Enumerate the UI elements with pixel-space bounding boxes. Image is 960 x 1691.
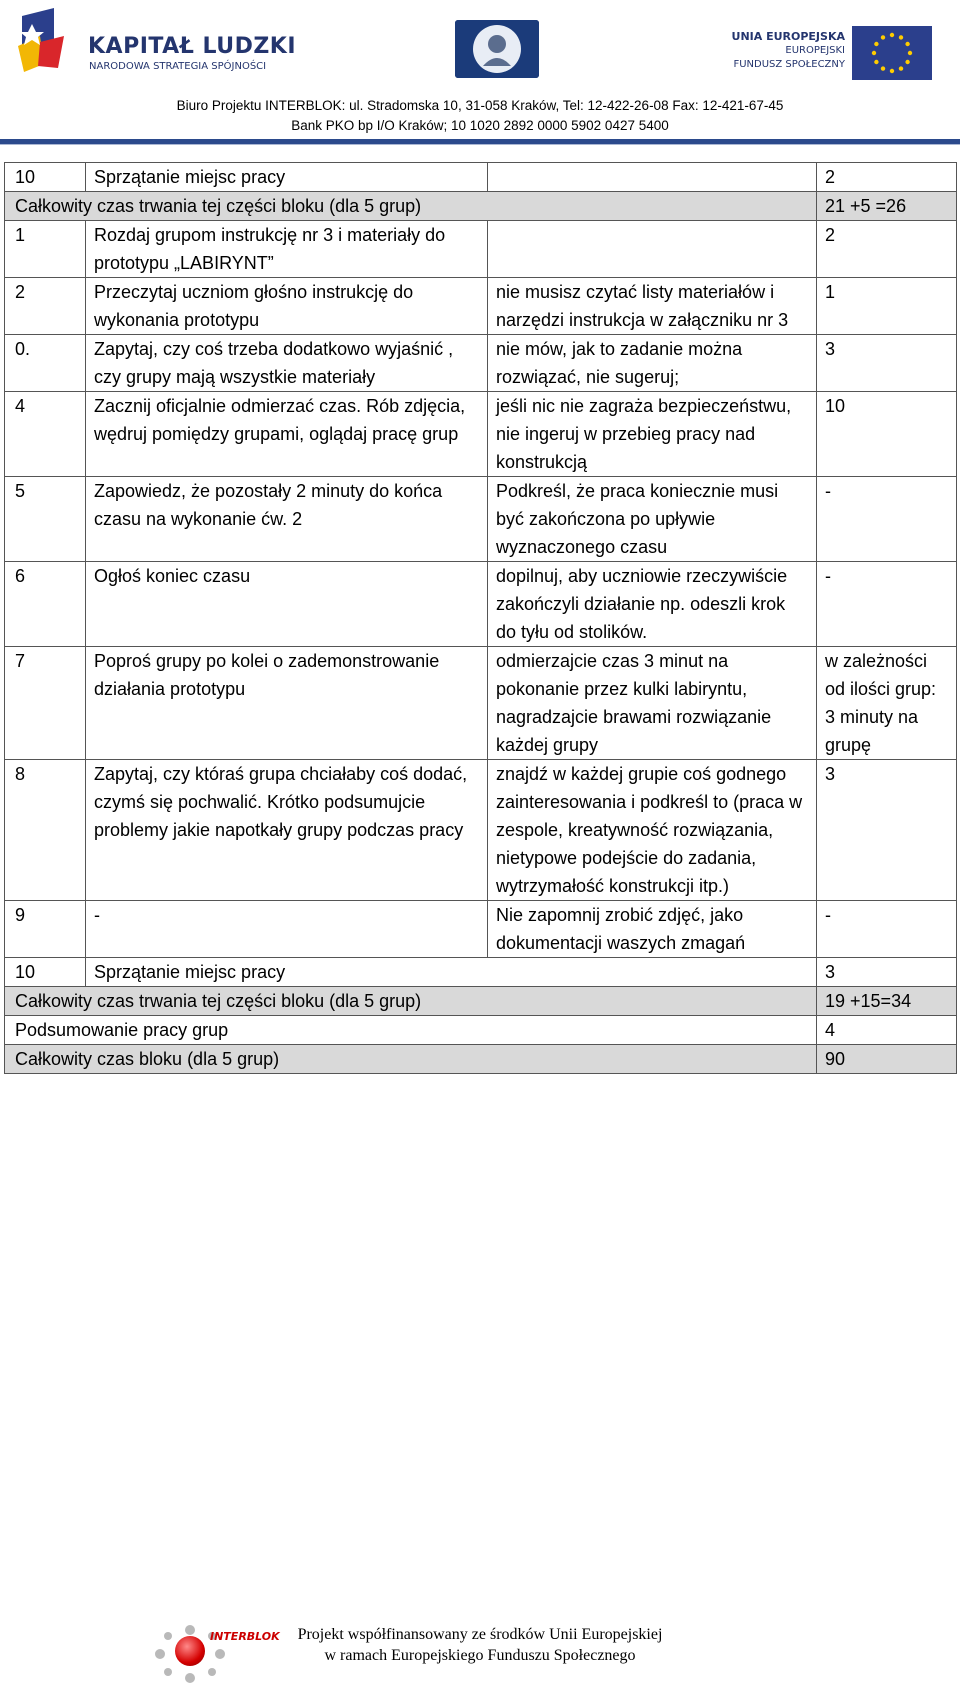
step-time: 3 [817, 760, 957, 901]
step-number: 10 [5, 958, 86, 987]
step-action: Poproś grupy po kolei o zademonstrowanie działania prototypu [86, 647, 488, 760]
step-note: Podkreśl, że praca koniecznie musi być zakończona po upływie wyznaczonego czasu [488, 477, 817, 562]
table-row [5, 335, 957, 392]
step-number: 2 [5, 278, 86, 335]
step-action: Zapytaj, czy któraś grupa chciałaby coś dodać, czymś się pochwalić. Krótko podsumujcie problemy jakie napotkały grupy podczas pracy [86, 760, 488, 901]
step-note: Nie zapomnij zrobić zdjęć, jako dokumentacji waszych zmagań [488, 901, 817, 958]
table-row [5, 901, 957, 958]
step-action: Zapytaj, czy coś trzeba dodatkowo wyjaśnić , czy grupy mają wszystkie materiały [86, 335, 488, 392]
subtotal-label: Całkowity czas trwania tej części bloku (dla 5 grup) [5, 192, 817, 221]
eu-flag-icon [852, 26, 932, 80]
lesson-plan-table [4, 162, 957, 1074]
step-time: 2 [817, 221, 957, 278]
address-line-2: Bank PKO bp I/O Kraków; 10 1020 2892 0000 5902 0427 5400 [291, 118, 669, 133]
subtotal-time: 19 +15=34 [817, 987, 957, 1016]
step-time: 2 [817, 163, 957, 192]
step-number: 0. [5, 335, 86, 392]
summary-time: 4 [817, 1016, 957, 1045]
table-row [5, 760, 957, 901]
patron-portrait-icon [455, 20, 539, 78]
total-block-row [5, 1045, 957, 1074]
footer-line-2: w ramach Europejskiego Funduszu Społecznego [324, 1647, 636, 1664]
kapital-ludzki-logo [14, 6, 297, 86]
step-number: 6 [5, 562, 86, 647]
table-row [5, 221, 957, 278]
subtotal-label: Całkowity czas trwania tej części bloku (dla 5 grup) [5, 987, 817, 1016]
header-divider [0, 139, 960, 145]
step-number: 1 [5, 221, 86, 278]
footer-line-1: Projekt współfinansowany ze środków Unii Europejskiej [297, 1626, 663, 1643]
address-line-1: Biuro Projektu INTERBLOK: ul. Stradomska 10, 31-058 Kraków, Tel: 12-422-26-08 Fax: 12-421-67-45 [176, 98, 784, 113]
step-time: - [817, 901, 957, 958]
step-action: Przeczytaj uczniom głośno instrukcję do wykonania prototypu [86, 278, 488, 335]
office-address [0, 96, 960, 136]
summary-row [5, 1016, 957, 1045]
summary-label: Podsumowanie pracy grup [5, 1016, 817, 1045]
step-time: 1 [817, 278, 957, 335]
step-action: Sprzątanie miejsc pracy [86, 958, 817, 987]
step-action: Zacznij oficjalnie odmierzać czas. Rób zdjęcia, wędruj pomiędzy grupami, oglądaj pracę grup [86, 392, 488, 477]
step-time: w zależności od ilości grup: 3 minuty na grupę [817, 647, 957, 760]
step-action: Ogłoś koniec czasu [86, 562, 488, 647]
subtotal-row [5, 987, 957, 1016]
step-note: znajdź w każdej grupie coś godnego zainteresowania i podkreśl to (praca w zespole, kreatywność rozwiązania, nietypowe podejście do zadania, wytrzymałość konstrukcji itp.) [488, 760, 817, 901]
step-time: 3 [817, 958, 957, 987]
step-note: nie mów, jak to zadanie można rozwiązać, nie sugeruj; [488, 335, 817, 392]
kapital-ludzki-mark-icon [14, 6, 84, 86]
page-footer [0, 1620, 960, 1691]
table-row [5, 958, 957, 987]
total-block-time: 90 [817, 1045, 957, 1074]
step-action: Sprzątanie miejsc pracy [86, 163, 488, 192]
total-block-label: Całkowity czas bloku (dla 5 grup) [5, 1045, 817, 1074]
step-number: 8 [5, 760, 86, 901]
step-number: 9 [5, 901, 86, 958]
step-number: 5 [5, 477, 86, 562]
interblok-wordmark: INTERBLOK [210, 1630, 280, 1643]
step-note: odmierzajcie czas 3 minut na pokonanie przez kulki labiryntu, nagradzajcie brawami rozwiązanie każdej grupy [488, 647, 817, 760]
eu-logo [700, 26, 940, 86]
step-action: - [86, 901, 488, 958]
step-number: 10 [5, 163, 86, 192]
table-row [5, 647, 957, 760]
step-action: Zapowiedz, że pozostały 2 minuty do końca czasu na wykonanie ćw. 2 [86, 477, 488, 562]
eu-line3: FUNDUSZ SPOŁECZNY [733, 59, 845, 70]
eu-line1: UNIA EUROPEJSKA [731, 30, 845, 43]
step-note: nie musisz czytać listy materiałów i narzędzi instrukcja w załączniku nr 3 [488, 278, 817, 335]
step-note [488, 163, 817, 192]
kapital-ludzki-title: KAPITAŁ LUDZKI [88, 34, 297, 59]
table-row [5, 392, 957, 477]
step-time: 10 [817, 392, 957, 477]
step-action: Rozdaj grupom instrukcję nr 3 i materiały do prototypu „LABIRYNT” [86, 221, 488, 278]
table-row [5, 477, 957, 562]
eu-line2: EUROPEJSKI [785, 45, 845, 56]
step-note: dopilnuj, aby uczniowie rzeczywiście zakończyli działanie np. odeszli krok do tyłu od stolików. [488, 562, 817, 647]
step-time: - [817, 477, 957, 562]
table-row [5, 278, 957, 335]
step-number: 4 [5, 392, 86, 477]
step-note [488, 221, 817, 278]
letterhead [0, 0, 960, 145]
cofinancing-note [200, 1624, 760, 1666]
subtotal-row [5, 192, 957, 221]
table-row [5, 163, 957, 192]
step-number: 7 [5, 647, 86, 760]
step-time: 3 [817, 335, 957, 392]
step-time: - [817, 562, 957, 647]
table-row [5, 562, 957, 647]
kapital-ludzki-subtitle: NARODOWA STRATEGIA SPÓJNOŚCI [89, 61, 267, 72]
step-note: jeśli nic nie zagraża bezpieczeństwu, nie ingeruj w przebieg pracy nad konstrukcją [488, 392, 817, 477]
subtotal-time: 21 +5 =26 [817, 192, 957, 221]
